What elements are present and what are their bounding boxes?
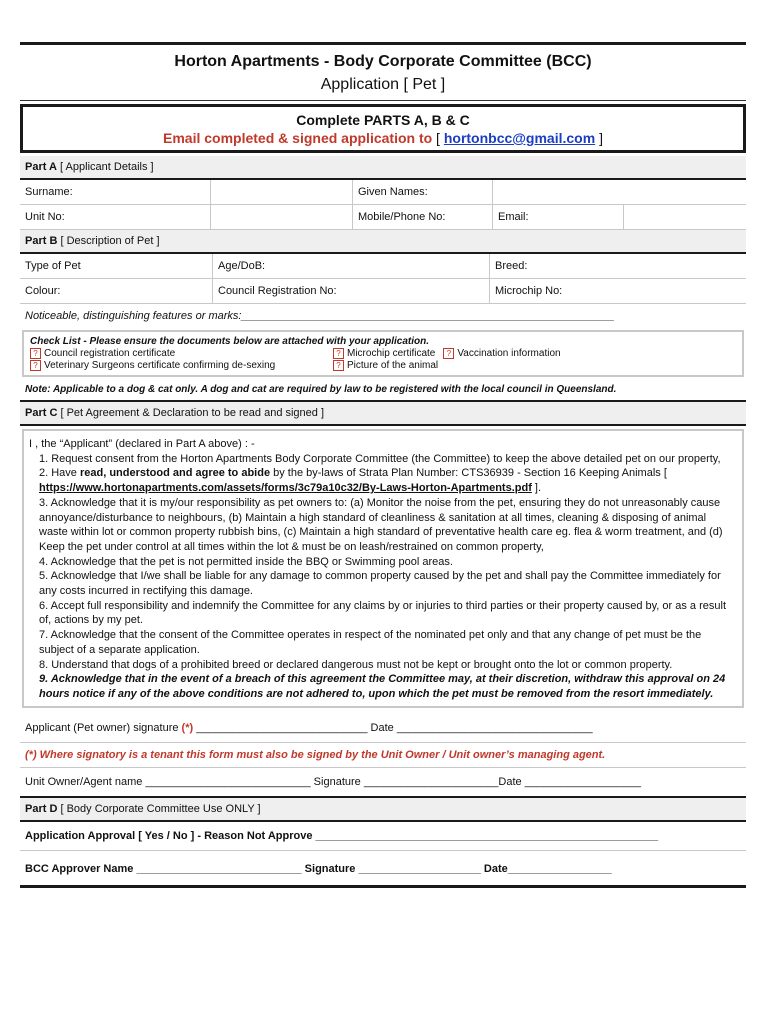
checklist-item-label: Picture of the animal bbox=[347, 360, 439, 371]
approver-signature-line[interactable]: BCC Approver Name ___________________________ Signature ____________________ Date_________________ bbox=[25, 862, 612, 875]
declaration-item-3: 3. Acknowledge that it is my/our responsibility as pet owners to: (a) Monitor the noise from the pet, ensuring they do not unreasonably cause annoyance/disturbance to neighbours, (b) Maintain a high standard of cleanliness & sanitation at all times, cleaning & disposing of animal waste within lot or common property rubbish bins, (c) Maintain a high standard of preventative health care eg. flea & worm treatment, and (d) Keep the pet under control at all times within the lot & must be on leash/restrained on common property, bbox=[39, 496, 723, 553]
checklist-item-label: Veterinary Surgeons certificate confirming de-sexing bbox=[44, 360, 276, 371]
applicant-signature-label: Applicant (Pet owner) signature bbox=[25, 721, 182, 734]
part-d-label: Part D bbox=[25, 802, 58, 815]
declaration-item-2 bbox=[29, 466, 737, 495]
required-marker: (*) bbox=[181, 721, 194, 734]
checklist-item[interactable] bbox=[30, 348, 325, 359]
part-a-label: Part A bbox=[25, 161, 57, 173]
declaration-item-5: 5. Acknowledge that I/we shall be liable for any damage to common property caused by the pet and shall pay the Committee immediately for any costs incurred in rectifying this damage. bbox=[39, 570, 721, 598]
pet-description-table bbox=[20, 254, 746, 304]
application-form bbox=[20, 42, 746, 888]
checklist-item[interactable] bbox=[30, 360, 325, 371]
declaration-item-6: 6. Accept full responsibility and indemnify the Committee for any claims by or injuries to third parties or their property caused by, or as a result of, actions by my pet. bbox=[39, 599, 726, 627]
declaration-item-9: 9. Acknowledge that in the event of a breach of this agreement the Committee may, at their discretion, withdraw this approval on 24 hours notice if any of the above conditions are not adhered to, upon which the pet must be removed from the resort immediately. bbox=[39, 673, 726, 700]
checklist-item-label: Microchip certificate bbox=[347, 348, 436, 359]
part-d-header bbox=[20, 798, 746, 822]
checklist-title: Check List - Please ensure the documents below are attached with your application. bbox=[30, 336, 429, 347]
email-instruction-text: Email completed & signed application to bbox=[163, 130, 433, 146]
council-registration-label: Council Registration No: bbox=[213, 279, 490, 304]
part-d-desc: [ Body Corporate Committee Use ONLY ] bbox=[57, 802, 261, 815]
title-divider bbox=[20, 100, 746, 101]
bracket-close: ] bbox=[595, 130, 603, 146]
checklist-item[interactable] bbox=[443, 348, 560, 359]
item-2-text-cont: by the by-laws of Strata Plan Number: CTS36939 - Section 16 Keeping Animals [ bbox=[270, 467, 667, 480]
declaration-item-4: 4. Acknowledge that the pet is not permitted inside the BBQ or Swimming pool areas. bbox=[39, 555, 453, 568]
surname-label: Surname: bbox=[20, 180, 211, 205]
checkbox-icon[interactable]: ? bbox=[443, 348, 454, 359]
declaration-item-7: 7. Acknowledge that the consent of the Committee operates in respect of the nominated pet only and that any change of pet must be the subject of a separate application. bbox=[39, 629, 702, 656]
instructions-banner bbox=[20, 104, 746, 153]
email-instruction bbox=[23, 130, 743, 146]
declaration-box bbox=[22, 429, 744, 708]
item-2-text: 2. Have bbox=[39, 467, 80, 480]
age-dob-label: Age/DoB: bbox=[213, 254, 490, 279]
checkbox-icon[interactable]: ? bbox=[333, 360, 344, 371]
microchip-label: Microchip No: bbox=[490, 279, 747, 304]
declaration-intro: I , the “Applicant” (declared in Part A above) : - bbox=[29, 438, 255, 450]
checklist-row-1 bbox=[30, 348, 736, 359]
unit-no-label: Unit No: bbox=[20, 205, 211, 230]
applicant-signature-blanks: ____________________________ Date ________________________________ bbox=[193, 721, 593, 734]
part-b-label: Part B bbox=[25, 235, 58, 247]
bottom-rule bbox=[20, 885, 746, 888]
declaration-item-8: 8. Understand that dogs of a prohibited breed or declared dangerous must not be kept or brought onto the lot or common property. bbox=[39, 658, 673, 671]
checklist-row-2 bbox=[30, 360, 736, 371]
checklist-item[interactable] bbox=[333, 348, 435, 359]
colour-label: Colour: bbox=[20, 279, 213, 304]
checkbox-icon[interactable]: ? bbox=[333, 348, 344, 359]
checklist-item[interactable] bbox=[333, 360, 438, 371]
given-names-field[interactable] bbox=[493, 180, 747, 205]
part-b-desc: [ Description of Pet ] bbox=[57, 235, 160, 247]
form-title: Horton Apartments - Body Corporate Committee (BCC) bbox=[174, 53, 592, 70]
email-field[interactable] bbox=[624, 205, 747, 230]
email-label: Email: bbox=[493, 205, 624, 230]
breed-label: Breed: bbox=[490, 254, 747, 279]
item-2-end: ]. bbox=[531, 482, 542, 495]
part-b-header bbox=[20, 230, 746, 254]
checklist-item-label: Council registration certificate bbox=[44, 348, 176, 359]
given-names-label: Given Names: bbox=[353, 180, 493, 205]
applicant-signature-line[interactable] bbox=[20, 714, 746, 743]
by-laws-link[interactable]: https://www.hortonapartments.com/assets/forms/3c79a10c32/By-Laws-Horton-Apartments.pdf bbox=[39, 482, 532, 495]
application-approval-line[interactable]: Application Approval [ Yes / No ] - Reason Not Approve ________________________________________________________ bbox=[20, 822, 746, 851]
checklist-item-label: Vaccination information bbox=[457, 348, 561, 359]
part-a-desc: [ Applicant Details ] bbox=[57, 161, 154, 173]
tenant-warning: (*) Where signatory is a tenant this form must also be signed by the Unit Owner / Unit owner’s managing agent. bbox=[20, 743, 746, 768]
part-c-label: Part C bbox=[25, 407, 58, 419]
part-a-header bbox=[20, 156, 746, 180]
bracket-open: [ bbox=[432, 130, 444, 146]
unit-no-field[interactable] bbox=[211, 205, 353, 230]
checkbox-icon[interactable]: ? bbox=[30, 360, 41, 371]
distinguishing-features-line[interactable]: Noticeable, distinguishing features or marks:_____________________________________________________________ bbox=[25, 310, 615, 322]
registration-note: Note: Applicable to a dog & cat only. A dog and cat are required by law to be registered with the local council in Queensland. bbox=[20, 379, 746, 402]
type-of-pet-label: Type of Pet bbox=[20, 254, 213, 279]
part-c-desc: [ Pet Agreement & Declaration to be read and signed ] bbox=[57, 407, 325, 419]
item-2-bold: read, understood and agree to abide bbox=[79, 467, 271, 480]
complete-parts-text: Complete PARTS A, B & C bbox=[296, 112, 470, 128]
owner-signature-line[interactable]: Unit Owner/Agent name ___________________________ Signature ______________________Date ___________________ bbox=[20, 768, 746, 798]
form-subtitle: Application [ Pet ] bbox=[320, 76, 446, 93]
checkbox-icon[interactable]: ? bbox=[30, 348, 41, 359]
applicant-details-table bbox=[20, 180, 746, 230]
surname-field[interactable] bbox=[211, 180, 353, 205]
declaration-item-1: 1. Request consent from the Horton Apartments Body Corporate Committee (the Committee) to keep the above detailed pet on our property, bbox=[39, 452, 721, 465]
top-rule bbox=[20, 42, 746, 45]
document-checklist bbox=[22, 330, 744, 377]
email-link[interactable]: hortonbcc@gmail.com bbox=[443, 130, 596, 146]
mobile-label: Mobile/Phone No: bbox=[353, 205, 493, 230]
part-c-header bbox=[20, 402, 746, 426]
